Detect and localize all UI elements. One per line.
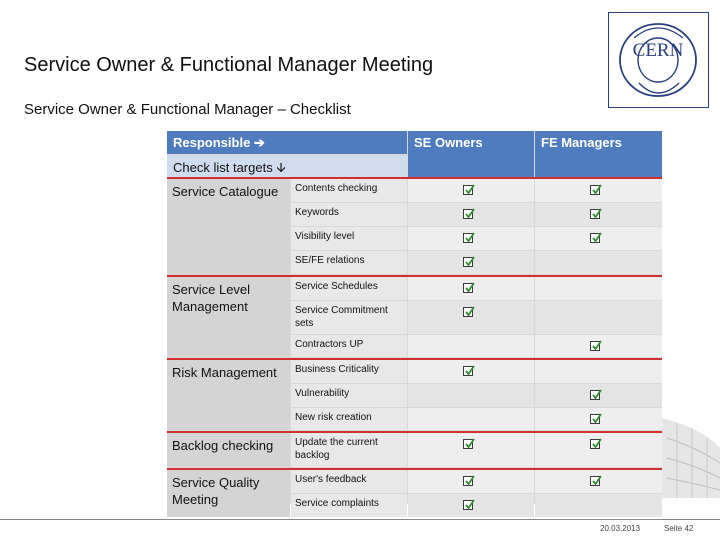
checkmark-icon <box>590 390 600 400</box>
checkmark-icon <box>590 476 600 486</box>
check-cell-fe <box>535 360 662 383</box>
checkmark-icon <box>590 233 600 243</box>
check-cell-se <box>408 179 534 202</box>
check-cell-fe <box>535 384 662 407</box>
check-cell-se <box>408 433 534 467</box>
checkmark-icon <box>463 283 473 293</box>
check-item-label: Business Criticality <box>291 360 407 383</box>
column-header-fe-managers: FE Managers <box>535 131 662 177</box>
check-cell-fe <box>535 301 662 334</box>
check-cell-se <box>408 227 534 250</box>
checkmark-icon <box>463 257 473 267</box>
check-item-label: Service Schedules <box>291 277 407 300</box>
column-header-se-owners: SE Owners <box>408 131 534 177</box>
group-label: Service Quality Meeting <box>167 470 290 517</box>
check-item-label: Visibility level <box>291 227 407 250</box>
check-item-label: New risk creation <box>291 408 407 430</box>
checkmark-icon <box>590 341 600 351</box>
check-item-label: Contractors UP <box>291 335 407 357</box>
checkmark-icon <box>463 366 473 376</box>
slide-title: Service Owner & Functional Manager Meeting <box>24 54 434 76</box>
check-cell-fe <box>535 335 662 357</box>
check-cell-fe <box>535 494 662 517</box>
check-item-label: Update the current backlog <box>291 433 407 467</box>
globe-decoration-image <box>662 398 720 498</box>
check-cell-se <box>408 203 534 226</box>
check-cell-se <box>408 408 534 430</box>
check-item-label: Service Commitment sets <box>291 301 407 334</box>
footer-date: 20.03.2013 <box>600 524 641 533</box>
checkmark-icon <box>590 185 600 195</box>
checkmark-icon <box>590 439 600 449</box>
check-cell-fe <box>535 408 662 430</box>
check-cell-fe <box>535 179 662 202</box>
check-item-label: SE/FE relations <box>291 251 407 274</box>
footer-divider <box>0 519 720 520</box>
cern-logo <box>608 12 709 108</box>
check-cell-se <box>408 335 534 357</box>
checkmark-icon <box>463 307 473 317</box>
checkmark-icon <box>463 439 473 449</box>
checkmark-icon <box>463 233 473 243</box>
check-cell-fe <box>535 433 662 467</box>
check-item-label: Keywords <box>291 203 407 226</box>
footer-page-number: Seite 42 <box>664 524 694 533</box>
check-cell-se <box>408 384 534 407</box>
check-cell-fe <box>535 251 662 274</box>
check-cell-se <box>408 277 534 300</box>
check-cell-se <box>408 301 534 334</box>
checkmark-icon <box>590 414 600 424</box>
check-item-label: Service complaints <box>291 494 407 517</box>
check-cell-fe <box>535 277 662 300</box>
check-cell-se <box>408 470 534 493</box>
check-cell-fe <box>535 227 662 250</box>
check-item-label: User's feedback <box>291 470 407 493</box>
cern-logo-graphic <box>609 13 707 106</box>
check-cell-fe <box>535 470 662 493</box>
checklist-targets-header: Check list targets 🡫 <box>167 155 407 177</box>
checkmark-icon <box>590 209 600 219</box>
checkmark-icon <box>463 209 473 219</box>
check-cell-fe <box>535 203 662 226</box>
check-item-label: Vulnerability <box>291 384 407 407</box>
checkmark-icon <box>463 500 473 510</box>
cern-logo-text: CERN <box>632 40 684 61</box>
check-cell-se <box>408 360 534 383</box>
check-item-label: Contents checking <box>291 179 407 202</box>
checkmark-icon <box>463 185 473 195</box>
checkmark-icon <box>463 476 473 486</box>
group-label: Service Level Management <box>167 277 290 357</box>
slide-subtitle: Service Owner & Functional Manager – Checklist <box>24 101 351 118</box>
group-label: Backlog checking <box>167 433 290 467</box>
check-cell-se <box>408 494 534 517</box>
responsible-header: Responsible ➔ <box>167 131 407 154</box>
checklist-table <box>167 131 662 509</box>
group-label: Risk Management <box>167 360 290 430</box>
group-label: Service Catalogue <box>167 179 290 274</box>
check-cell-se <box>408 251 534 274</box>
